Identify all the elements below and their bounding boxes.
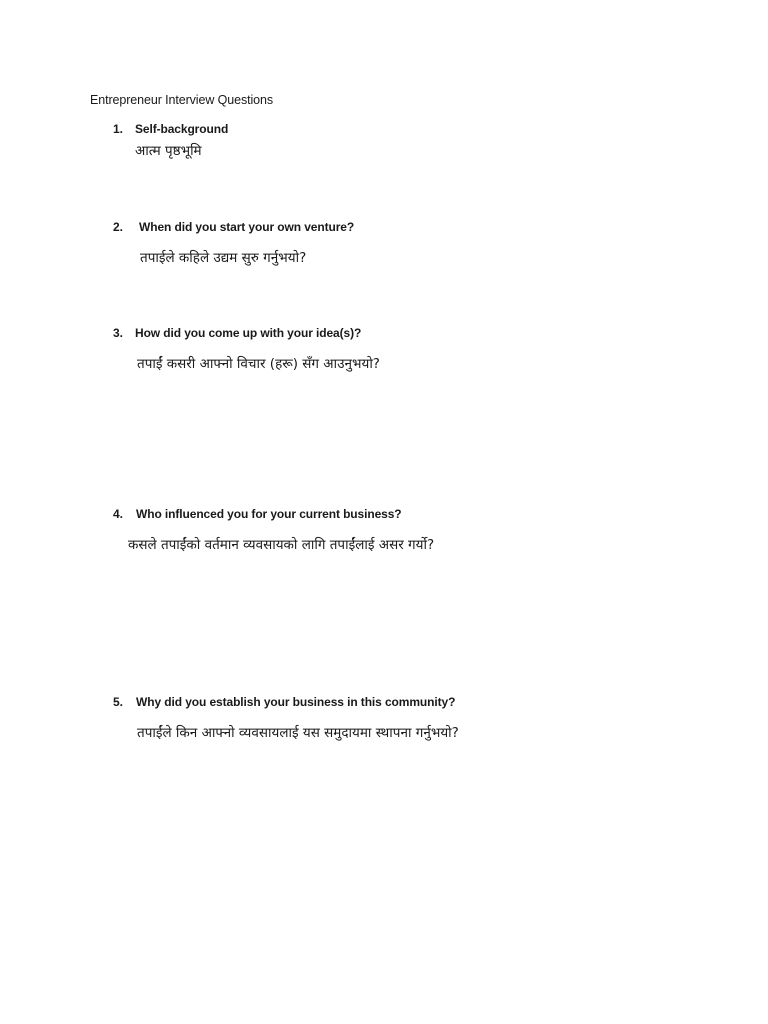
question-english: When did you start your own venture? bbox=[139, 220, 355, 234]
question-nepali: कसले तपाईंको वर्तमान व्यवसायको लागि तपाईंलाई असर गर्यो? bbox=[128, 537, 435, 553]
question-nepali: तपाईंले किन आफ्नो व्यवसायलाई यस समुदायमा स्थापना गर्नुभयो? bbox=[137, 725, 459, 741]
question-nepali: तपाईले कहिले उद्यम सुरु गर्नुभयो? bbox=[140, 250, 307, 266]
question-number: 4. bbox=[113, 507, 124, 521]
question-english: How did you come up with your idea(s)? bbox=[135, 326, 362, 340]
question-number: 2. bbox=[113, 220, 124, 234]
question-number: 5. bbox=[113, 695, 124, 709]
question-nepali: तपाईं कसरी आफ्नो विचार (हरू) सँग आउनुभयो? bbox=[137, 356, 380, 372]
question-number: 1. bbox=[113, 122, 124, 136]
question-nepali: आत्म पृष्ठभूमि bbox=[135, 143, 202, 159]
question-english: Who influenced you for your current business? bbox=[136, 507, 402, 521]
question-english: Self-background bbox=[135, 122, 229, 136]
question-number: 3. bbox=[113, 326, 124, 340]
document-title: Entrepreneur Interview Questions bbox=[90, 93, 274, 107]
question-english: Why did you establish your business in this community? bbox=[136, 695, 456, 709]
